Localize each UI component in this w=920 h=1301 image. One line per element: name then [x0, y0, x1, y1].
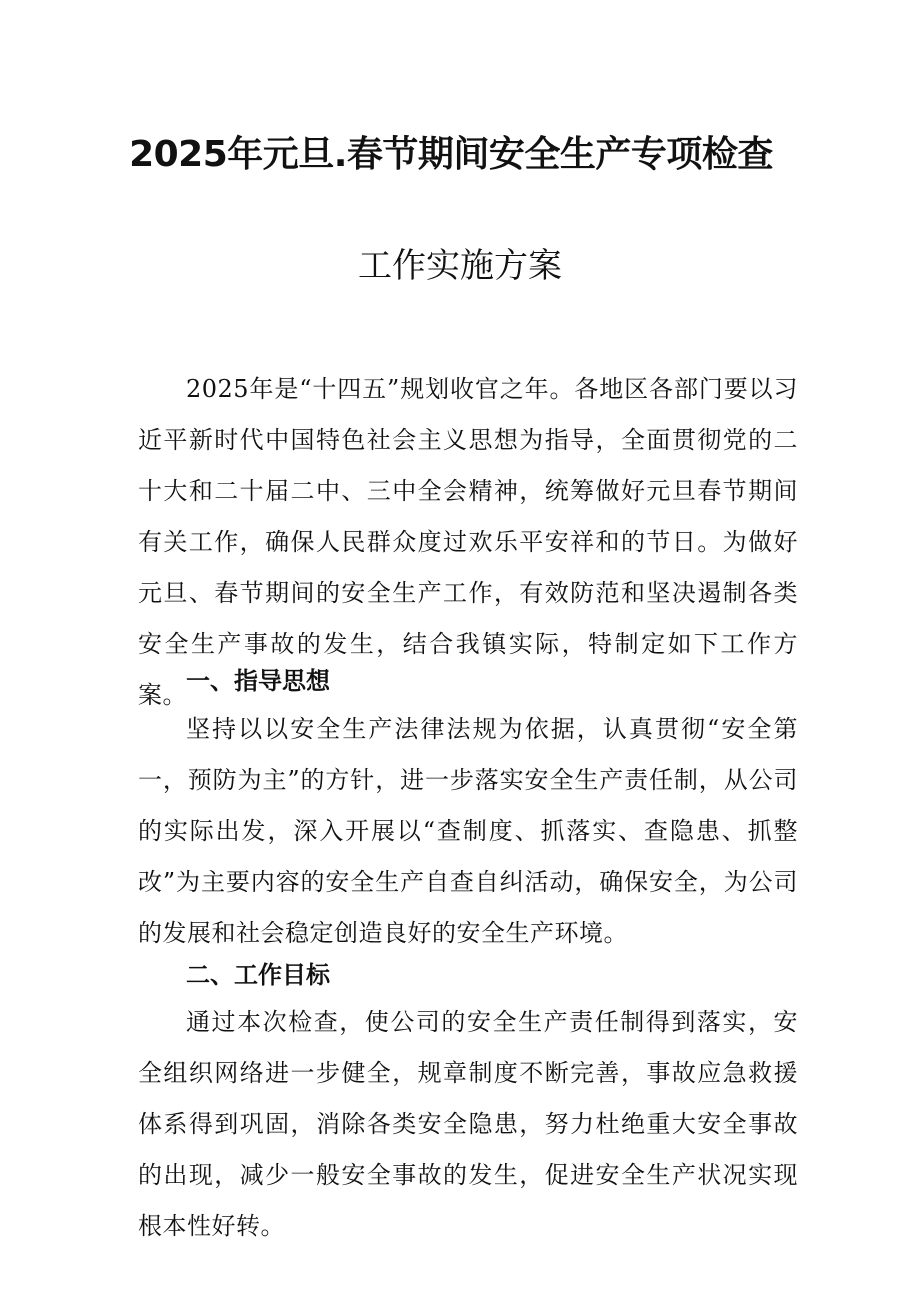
intro-paragraph: 2025年是“十四五”规划收官之年。各地区各部门要以习近平新时代中国特色社会主义思想为指导，全面贯彻党的二十大和二十届二中、三中全会精神，统筹做好元旦春节期间有关工作，确保人民群众度过欢乐平安祥和的节日。为做好元旦、春节期间的安全生产工作，有效防范和坚决遏制各类安全生产事故的发生，结合我镇实际，特制定如下工作方案。 — [138, 375, 798, 709]
document-title-line-2: 工作实施方案 — [358, 246, 562, 286]
section-paragraph-work-goals: 通过本次检查，使公司的安全生产责任制得到落实，安全组织网络进一步健全，规章制度不断完善，事故应急救援体系得到巩固，消除各类安全隐患，努力杜绝重大安全事故的出现，减少一般安全事故的发生，促进安全生产状况实现根本性好转。 — [138, 1008, 798, 1240]
section-heading-work-goals: 二、工作目标 — [186, 961, 330, 989]
section-heading-guiding-ideology: 一、指导思想 — [186, 667, 330, 695]
document-title-line-1: 2025年元旦.春节期间安全生产专项检查 — [129, 134, 773, 175]
section-paragraph-guiding-ideology: 坚持以以安全生产法律法规为依据，认真贯彻“安全第一，预防为主”的方针，进一步落实安全生产责任制，从公司的实际出发，深入开展以“查制度、抓落实、查隐患、抓整改”为主要内容的安全生产自查自纠活动，确保安全，为公司的发展和社会稳定创造良好的安全生产环境。 — [138, 715, 798, 947]
